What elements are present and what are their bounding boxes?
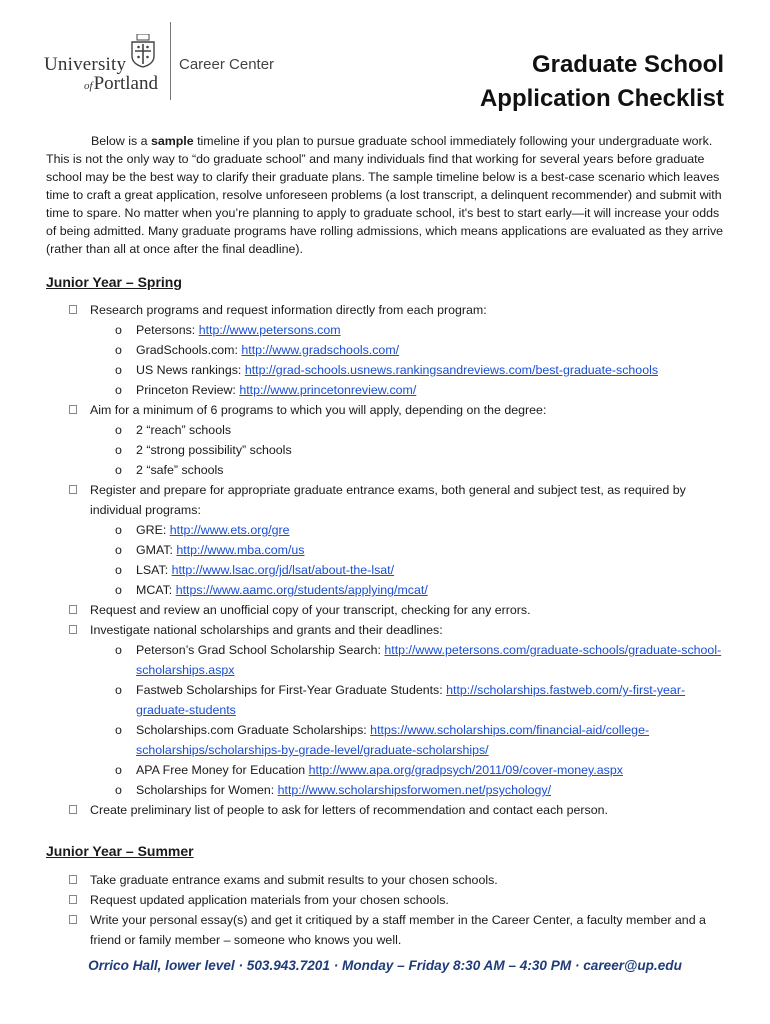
section-heading-summer: Junior Year – Summer — [46, 843, 194, 859]
bullet-icon: o — [115, 423, 122, 437]
sub-item-label: GradSchools.com: — [136, 343, 242, 357]
checkbox-icon[interactable] — [69, 485, 77, 494]
resource-link[interactable]: http://scholarships.fastweb.com/y-first-year-graduate-students — [136, 683, 686, 717]
sub-item-label: LSAT: — [136, 563, 172, 577]
footer-contact: Orrico Hall, lower level · 503.943.7201 · Monday – Friday 8:30 AM – 4:30 PM · career@up.edu — [88, 958, 682, 973]
checklist-item-text: Request updated application materials from your chosen schools. — [90, 893, 449, 907]
bullet-icon: o — [115, 723, 122, 737]
resource-link[interactable]: http://www.mba.com/us — [176, 543, 305, 557]
sub-list-item — [90, 560, 736, 580]
sub-list-item — [90, 380, 736, 400]
resource-link[interactable]: http://www.apa.org/gradpsych/2011/09/cover-money.aspx — [308, 763, 623, 777]
bullet-icon: o — [115, 463, 122, 477]
resource-link[interactable]: http://www.gradschools.com/ — [241, 343, 400, 357]
checkbox-icon[interactable] — [69, 305, 77, 314]
resource-link[interactable]: https://www.scholarships.com/financial-aid/college-scholarships/scholarships-by-grade-level/graduate-scholarships/ — [136, 723, 650, 757]
sub-item-label: MCAT: — [136, 583, 176, 597]
sub-list — [90, 420, 736, 480]
sub-item-label: 2 “strong possibility” schools — [136, 443, 292, 457]
sub-item-label: Scholarships.com Graduate Scholarships: — [136, 723, 371, 737]
bullet-icon: o — [115, 523, 122, 537]
university-logo — [44, 22, 304, 102]
sub-item-label: Peterson’s Grad School Scholarship Search: — [136, 643, 385, 657]
resource-link[interactable]: http://www.lsac.org/jd/lsat/about-the-lsat/ — [171, 563, 395, 577]
sub-list-item — [90, 460, 736, 480]
checklist-item — [46, 620, 736, 800]
sub-list-item — [90, 580, 736, 600]
sub-list-item — [90, 780, 736, 800]
bullet-icon: o — [115, 323, 122, 337]
resource-link[interactable]: https://www.aamc.org/students/applying/mcat/ — [175, 583, 428, 597]
page-title — [480, 48, 724, 116]
checkbox-icon[interactable] — [69, 625, 77, 634]
bullet-icon: o — [115, 543, 122, 557]
bullet-icon: o — [115, 763, 122, 777]
checkbox-icon[interactable] — [69, 405, 77, 414]
checklist-item — [46, 400, 736, 480]
sub-list-item — [90, 760, 736, 780]
logo-portland-text: ofPortland — [84, 73, 158, 94]
sub-list — [90, 640, 736, 800]
sub-item-label: APA Free Money for Education — [136, 763, 309, 777]
checkbox-icon[interactable] — [69, 605, 77, 614]
checklist-item-text: Register and prepare for appropriate graduate entrance exams, both general and subject test, as required by individual programs: — [90, 483, 686, 517]
sub-list-item — [90, 440, 736, 460]
sub-list-item — [90, 680, 736, 720]
checklist-item-text: Create preliminary list of people to ask for letters of recommendation and contact each person. — [90, 803, 608, 817]
resource-link[interactable]: http://www.ets.org/gre — [169, 523, 290, 537]
sub-item-label: Princeton Review: — [136, 383, 240, 397]
section-heading-spring: Junior Year – Spring — [46, 274, 182, 290]
sub-list-item — [90, 420, 736, 440]
university-crest-icon — [130, 34, 156, 68]
checklist-item — [46, 300, 736, 400]
bullet-icon: o — [115, 443, 122, 457]
checkbox-icon[interactable] — [69, 915, 77, 924]
sub-list-item — [90, 520, 736, 540]
sub-list — [90, 320, 736, 400]
sub-item-label: 2 “reach” schools — [136, 423, 232, 437]
sub-item-label: Scholarships for Women: — [136, 783, 278, 797]
resource-link[interactable]: http://www.petersons.com — [198, 323, 341, 337]
sub-list-item — [90, 340, 736, 360]
resource-link[interactable]: http://grad-schools.usnews.rankingsandreviews.com/best-graduate-schools — [244, 363, 659, 377]
checklist-item — [46, 870, 736, 890]
bullet-icon: o — [115, 783, 122, 797]
resource-link[interactable]: http://www.petersons.com/graduate-schools/graduate-school-scholarships.aspx — [136, 643, 722, 677]
bullet-icon: o — [115, 583, 122, 597]
logo-career-center: Career Center — [179, 56, 275, 73]
sub-list-item — [90, 360, 736, 380]
checklist-item-text: Research programs and request information directly from each program: — [90, 303, 487, 317]
intro-emphasis: sample — [150, 134, 194, 148]
checklist-item — [46, 800, 736, 820]
checklist-summer — [46, 870, 736, 950]
checklist-item-text: Aim for a minimum of 6 programs to which you will apply, depending on the degree: — [90, 403, 547, 417]
title-line-1: Graduate School — [531, 51, 724, 78]
sub-list-item — [90, 720, 736, 760]
checklist-item-text: Write your personal essay(s) and get it critiqued by a staff member in the Career Center, a faculty member and a friend or family member – someone who knows you well. — [90, 913, 706, 947]
logo-divider — [170, 22, 171, 100]
checkbox-icon[interactable] — [69, 805, 77, 814]
sub-list-item — [90, 640, 736, 680]
sub-item-label: GRE: — [136, 523, 170, 537]
sub-list-item — [90, 540, 736, 560]
sub-list — [90, 520, 736, 600]
checkbox-icon[interactable] — [69, 875, 77, 884]
bullet-icon: o — [115, 363, 122, 377]
resource-link[interactable]: http://www.princetonreview.com/ — [239, 383, 417, 397]
sub-item-label: Petersons: — [136, 323, 199, 337]
logo-university-text: University — [44, 54, 127, 75]
checklist-spring — [46, 300, 736, 820]
sub-item-label: 2 “safe” schools — [136, 463, 224, 477]
checklist-item — [46, 480, 736, 600]
sub-item-label: Fastweb Scholarships for First-Year Graduate Students: — [136, 683, 447, 697]
checklist-item-text: Investigate national scholarships and grants and their deadlines: — [90, 623, 443, 637]
bullet-icon: o — [115, 383, 122, 397]
checkbox-icon[interactable] — [69, 895, 77, 904]
checklist-item-text: Request and review an unofficial copy of your transcript, checking for any errors. — [90, 603, 531, 617]
resource-link[interactable]: http://www.scholarshipsforwomen.net/psychology/ — [277, 783, 552, 797]
bullet-icon: o — [115, 563, 122, 577]
checklist-item — [46, 910, 736, 950]
sub-item-label: US News rankings: — [136, 363, 245, 377]
title-line-2: Application Checklist — [479, 85, 724, 112]
checklist-item — [46, 600, 736, 620]
sub-item-label: GMAT: — [136, 543, 177, 557]
bullet-icon: o — [115, 683, 122, 697]
intro-paragraph: Below is a sample timeline if you plan to pursue graduate school immediately following your undergraduate work. This is not the only way to “do graduate school” and many individuals find that working for several years before graduate school may be the best way to clarify their graduate plans. The sample timeline below is a best-case scenario which leaves time to craft a great application, resolve unforeseen problems (a lost transcript, a delinquent recommender) and submit with time to spare. No matter when you’re planning to apply to graduate school, it's best to start early—it will increase your odds of being admitted. Many graduate programs have rolling admissions, which means applications are evaluated as they arrive (rather than all at once after the final deadline). — [46, 134, 724, 256]
checklist-item — [46, 890, 736, 910]
sub-list-item — [90, 320, 736, 340]
bullet-icon: o — [115, 343, 122, 357]
bullet-icon: o — [115, 643, 122, 657]
checklist-item-text: Take graduate entrance exams and submit results to your chosen schools. — [90, 873, 498, 887]
